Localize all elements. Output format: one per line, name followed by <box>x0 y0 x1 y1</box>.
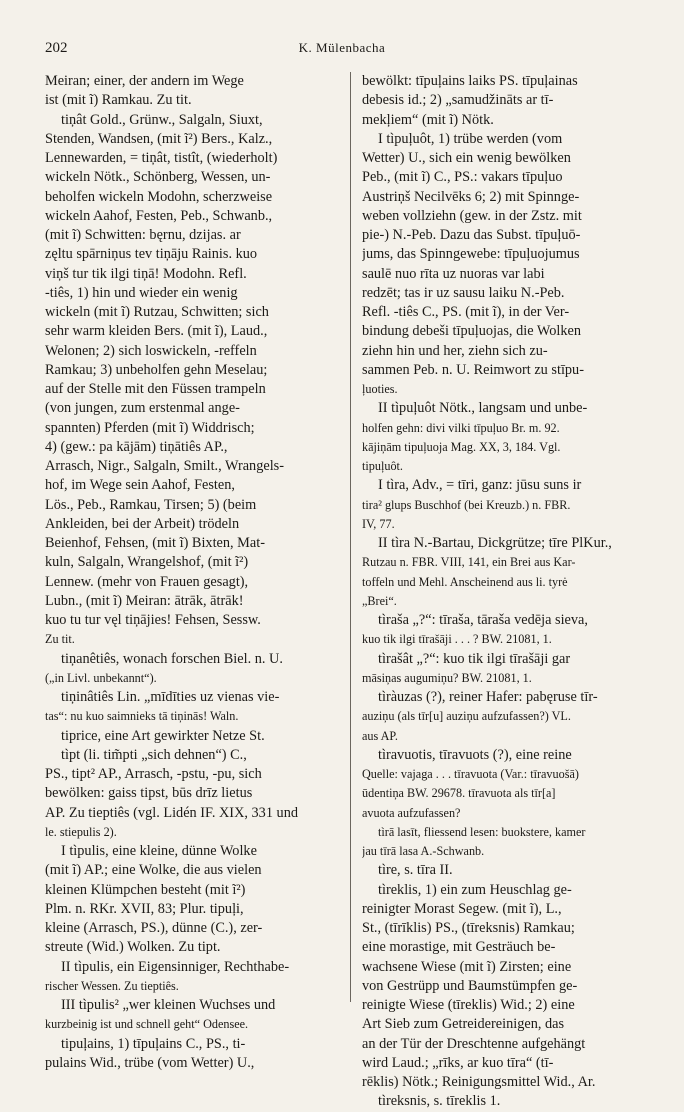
text-line: kuln, Salgaln, Wrangelshof, (mit ĩ²) <box>45 554 249 571</box>
text-line: III tìpulis² „wer kleinen Wuchses und <box>61 997 276 1013</box>
text-line: wickeln Nötk., Schönberg, Wessen, un- <box>45 169 271 186</box>
text-line: kuo tik ilgi tīrašāji . . . ? BW. 21081, 1. <box>362 632 552 647</box>
text-line: streute (Wid.) Wolken. Zu tipt. <box>45 939 221 956</box>
text-line: II tìpulis, ein Eigensinniger, Rechthabe- <box>61 958 290 975</box>
text-line: (mit ĩ) AP.; eine Wolke, die aus vielen <box>45 862 262 879</box>
text-line: Refl. -tiês C., PS. (mit ĩ), in der Ver- <box>362 304 570 320</box>
text-line: tìraša „?“: tīraša, tāraša vedēja sieva, <box>378 612 588 628</box>
text-line: Art Sieb zum Getreidereinigen, das <box>362 1016 565 1033</box>
text-line: Rutzau n. FBR. VIII, 141, ein Brei aus Kar- <box>362 555 576 570</box>
text-line: von Gestrüpp und Baumstümpfen ge- <box>362 977 578 994</box>
right-column <box>362 72 646 1112</box>
text-line: pie-) N.-Peb. Dazu das Subst. tīpuļuō- <box>362 227 581 243</box>
text-line: Quelle: vajaga . . . tīravuota (Var.: tīravuošā) <box>362 767 579 781</box>
text-line: Meiran; einer, der andern im Wege <box>45 73 244 89</box>
text-line: wickeln Aahof, Festen, Peb., Schwanb., <box>45 207 273 224</box>
text-line: Lubn., (mit ĩ) Meiran: ātrāk, ātrāk! <box>45 592 244 609</box>
text-line: aus AP. <box>362 728 398 743</box>
text-line: avuota aufzufassen? <box>362 805 461 820</box>
text-line: ist (mit ĩ) Ramkau. Zu tit. <box>45 92 192 109</box>
text-line: tiprice, eine Art gewirkter Netze St. <box>61 727 265 744</box>
text-line: reinigter Morast Segew. (mit ĩ), L., <box>362 900 562 917</box>
text-line: tas“: nu kuo saimnieks tā tiņinās! Waln. <box>45 709 239 724</box>
text-line: I tìra, Adv., = tīri, ganz: jūsu suns ir <box>378 477 582 494</box>
text-line: wickeln (mit ĩ) Rutzau, Schwitten; sich <box>45 304 269 320</box>
text-line: („in Livl. unbekannt“). <box>45 670 157 685</box>
text-line: tìravuotis, tīravuots (?), eine reine <box>378 746 572 763</box>
text-line: IV, 77. <box>362 516 395 531</box>
text-line: Lennew. (mehr von Frauen gesagt), <box>45 573 249 590</box>
text-line: II tìpuļuôt Nötk., langsam und unbe- <box>378 400 588 417</box>
text-line: (mit ĩ) Schwitten: bęrnu, dzijas. ar <box>45 227 241 243</box>
text-line: Welonen; 2) sich loswickeln, -reffeln <box>45 342 257 359</box>
text-line: zęltu spārniņus tev tiņāju Rainis. kuo <box>45 246 258 263</box>
text-line: Peb., (mit ĩ) C., PS.: vakars tīpuļuo <box>362 169 563 186</box>
text-line: tipuļuôt. <box>362 459 403 473</box>
text-line: tipuļains, 1) tīpuļains C., PS., ti- <box>61 1035 246 1052</box>
text-line: Ankleiden, bei der Arbeit) trödeln <box>45 515 240 532</box>
text-line: Arrasch, Nigr., Salgaln, Smilt., Wrangels- <box>45 458 284 474</box>
text-line: beholfen wickeln Modohn, scherzweise <box>45 188 273 205</box>
text-line: kleinen Klümpchen besteht (mit ĩ²) <box>45 881 246 898</box>
text-line: tìreksnis, s. tīreklis 1. <box>378 1093 501 1110</box>
text-line: reinigte Wiese (tīreklis) Wid.; 2) eine <box>362 997 575 1013</box>
text-line: debesis id.; 2) „samudžināts ar tī- <box>362 92 554 109</box>
text-line: tìrā lasīt, fliessend lesen: buokstere, kamer <box>378 824 586 839</box>
column-divider <box>350 72 351 1002</box>
text-line: Beienhof, Fehsen, (mit ĩ) Bixten, Mat- <box>45 535 265 551</box>
text-line: sammen Peb. n. U. Reimwort zu stīpu- <box>362 361 584 378</box>
text-line: I tìpuļuôt, 1) trübe werden (vom <box>378 130 563 147</box>
text-line: tira² glups Buschhof (bei Kreuzb.) n. FBR. <box>362 497 571 512</box>
text-line: pulains Wid., trübe (vom Wetter) U., <box>45 1054 255 1071</box>
text-line: ūdentiņa BW. 29678. tīravuota als tīr[a] <box>362 786 556 801</box>
text-line: kurzbeinig ist und schnell geht“ Odensee. <box>45 1017 249 1032</box>
text-line: Wetter) U., sich ein wenig bewölken <box>362 150 571 166</box>
text-line: Lös., Peb., Ramkau, Tirsen; 5) (beim <box>45 496 257 513</box>
text-line: bewölkt: tīpuļains laiks PS. tīpuļainas <box>362 73 578 89</box>
text-line: I tìpulis, eine kleine, dünne Wolke <box>61 843 257 859</box>
text-line: Ramkau; 3) unbeholfen gehn Meselau; <box>45 361 268 378</box>
text-line: ļuoties. <box>362 382 398 396</box>
text-line: „Brei“. <box>362 593 397 608</box>
text-line: māsiņas augumiņu? BW. 21081, 1. <box>362 670 532 685</box>
text-line: kājiņām tipuļuoja Mag. XX, 3, 184. Vgl. <box>362 439 561 454</box>
page-number: 202 <box>45 40 68 56</box>
text-line: tìre, s. tīra II. <box>378 862 453 879</box>
text-line: tìrašât „?“: kuo tik ilgi tīrašāji gar <box>378 650 571 667</box>
text-line: weben vollziehn (gew. in der Zstz. mit <box>362 207 582 224</box>
text-line: rischer Wessen. Zu tieptiês. <box>45 978 179 993</box>
text-line: spannten) Pferden (mit ĩ) Widdrisch; <box>45 419 255 436</box>
text-line: 4) (gew.: pa kājām) tiņātiês AP., <box>45 438 228 455</box>
text-line: kuo tu tur vęl tiņājies! Fehsen, Sessw. <box>45 612 261 628</box>
text-line: PS., tipt² AP., Arrasch, -pstu, -pu, sich <box>45 766 262 782</box>
text-line: tìpt (li. tim̃pti „sich dehnen“) C., <box>61 746 247 763</box>
left-column <box>45 72 332 1073</box>
text-line: tìràuzas (?), reiner Hafer: pabęruse tīr- <box>378 689 598 705</box>
text-line: (von jungen, zum erstenmal ange- <box>45 400 240 417</box>
text-line: Lennewarden, = tiņât, tistît, (wiederholt) <box>45 150 278 166</box>
text-line: toffeln und Mehl. Anscheinend aus li. tyrė <box>362 574 568 589</box>
text-line: Stenden, Wandsen, (mit ĩ²) Bers., Kalz., <box>45 130 273 147</box>
text-line: viņš tur tik ilgi tiņā! Modohn. Refl. <box>45 265 247 282</box>
text-line: an der Tür der Dreschtenne aufgehängt <box>362 1035 586 1052</box>
text-line: kleine (Arrasch, PS.), dünne (C.), zer- <box>45 920 263 936</box>
text-line: tiņanêtiês, wonach forschen Biel. n. U. <box>61 650 283 667</box>
text-line: eine morastige, mit Gesträuch be- <box>362 939 556 956</box>
text-line: ziehn hin und her, ziehn sich zu- <box>362 342 548 359</box>
text-line: auziņu (als tīr[u] auziņu aufzufassen?) VL. <box>362 709 571 724</box>
text-line: sehr warm kleiden Bers. (mit ĩ), Laud., <box>45 323 268 340</box>
text-line: tiņinâtiês Lin. „mīdīties uz vienas vie- <box>61 689 280 705</box>
text-line: II tìra N.-Bartau, Dickgrütze; tīre PlKur., <box>378 535 612 551</box>
text-line: Austriņš Necilvēks 6; 2) mit Spinnge- <box>362 188 580 205</box>
page-header <box>45 40 639 62</box>
text-line: AP. Zu tieptiês (vgl. Lidén IF. XIX, 331 und <box>45 804 299 821</box>
text-line: bewölken: gaiss tipst, būs drīz lietus <box>45 785 253 802</box>
text-line: wird Laud.; „rīks, ar kuo tīra“ (tī- <box>362 1054 554 1071</box>
text-line: wachsene Wiese (mit ĩ) Zirsten; eine <box>362 958 572 975</box>
text-line: Plm. n. RKr. XVII, 83; Plur. tipuļi, <box>45 900 244 917</box>
text-line: redzēt; tas ir uz sausu laiku N.-Peb. <box>362 284 565 301</box>
text-line: bindung debeši tīpuļuojas, die Wolken <box>362 323 581 340</box>
running-head: K. Mülenbacha <box>298 40 386 55</box>
text-line: tìreklis, 1) ein zum Heuschlag ge- <box>378 881 572 898</box>
text-line: tiņât Gold., Grünw., Salgaln, Siuxt, <box>61 111 263 128</box>
text-line: mekļiem“ (mit ĩ) Nötk. <box>362 111 494 128</box>
text-line: jau tīrā lasa A.-Schwanb. <box>362 844 485 858</box>
text-line: -tiês, 1) hin und wieder ein wenig <box>45 284 238 301</box>
text-line: holfen gehn: divi vilki tīpuļuo Br. m. 92. <box>362 420 560 435</box>
text-line: saulē nuo rīta uz nuoras var labi <box>362 265 545 282</box>
text-line: hof, im Wege sein Aahof, Festen, <box>45 477 235 494</box>
text-line: rēklis) Nötk.; Reinigungsmittel Wid., Ar. <box>362 1074 596 1090</box>
text-line: auf der Stelle mit den Füssen trampeln <box>45 381 266 397</box>
text-line: le. stiepulis 2). <box>45 824 117 839</box>
text-line: jums, das Spinngewebe: tīpuļuojumus <box>362 246 580 263</box>
text-line: Zu tit. <box>45 632 75 647</box>
text-line: St., (tīrīklis) PS., (tīreksnis) Ramkau; <box>362 920 575 936</box>
